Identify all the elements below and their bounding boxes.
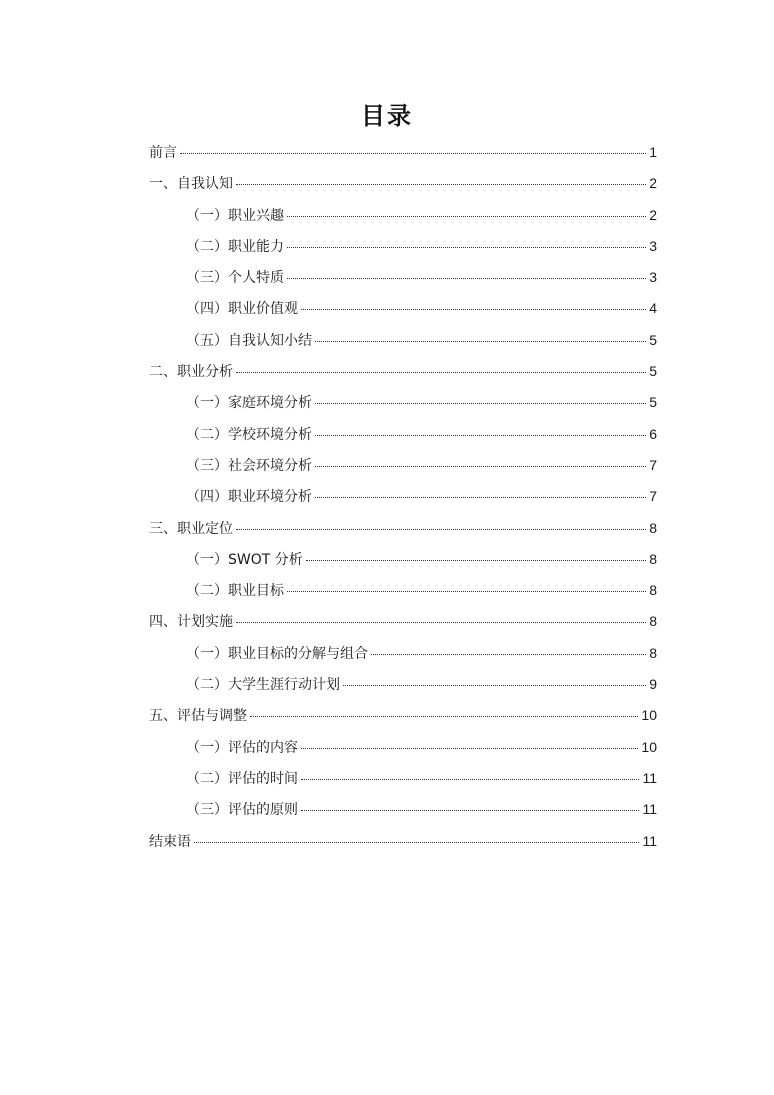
toc-page-number: 5 [649,331,657,348]
toc-entry[interactable] [149,766,657,797]
toc-entry-label: （二）职业能力 [186,238,284,255]
toc-page-number: 9 [649,676,657,693]
toc-page-number: 5 [649,394,657,411]
toc-page-number: 8 [649,644,657,661]
dot-leader [287,264,646,279]
toc-page-number: 5 [649,363,657,380]
toc-page-number: 8 [649,550,657,567]
dot-leader [301,765,639,780]
toc-entry-label: 结束语 [149,833,191,850]
dot-leader [236,358,646,373]
dot-leader [371,640,646,655]
dot-leader [315,452,646,467]
toc-entry[interactable] [149,829,657,860]
toc-page-number: 8 [649,519,657,536]
dot-leader [194,828,639,843]
toc-entry-label: （四）职业价值观 [186,301,298,318]
toc-entry-label: 二、职业分析 [149,364,233,381]
toc-entry[interactable] [149,328,657,359]
toc-entry[interactable] [149,609,657,640]
dot-leader [236,608,646,623]
toc-page-number: 10 [641,738,657,755]
toc-entry[interactable] [149,672,657,703]
toc-entry-label: 前言 [149,145,177,161]
dot-leader [306,546,646,561]
toc-page-number: 11 [642,769,657,786]
toc-page-number: 2 [649,175,657,192]
toc-entry[interactable] [149,703,657,734]
toc-entry[interactable] [149,516,657,547]
toc-entry-label: （三）个人特质 [186,270,284,287]
toc-page-number: 3 [649,237,657,254]
toc-page-number: 4 [649,300,657,317]
dot-leader [236,515,646,530]
toc-page-number: 8 [649,613,657,630]
toc-entry-label: 四、计划实施 [149,614,233,631]
toc-page-number: 8 [649,582,657,599]
toc-entry[interactable] [149,578,657,609]
toc-entry-label: （二）大学生涯行动计划 [186,677,340,694]
toc-entry-label: 三、职业定位 [149,520,233,537]
toc-entry[interactable] [149,547,657,578]
toc-page-number: 7 [649,456,657,473]
toc-entry[interactable] [149,171,657,202]
dot-leader [315,327,646,342]
toc-page-number: 7 [649,488,657,505]
toc-entry[interactable] [149,735,657,766]
toc-entry-label: （五）自我认知小结 [186,332,312,349]
toc-entry-label: （四）职业环境分析 [186,489,312,506]
dot-leader [301,734,638,749]
toc-entry[interactable] [149,453,657,484]
page-title: 目录 [361,102,413,130]
toc-page-number: 10 [641,707,657,724]
toc-entry[interactable] [149,484,657,515]
toc-entry[interactable] [149,797,657,828]
toc-page-number: 6 [649,425,657,442]
toc-entry-label: （三）评估的原则 [186,802,298,819]
toc-page-number: 11 [642,801,657,818]
toc-page-number: 11 [642,832,657,849]
dot-leader [287,233,646,248]
table-of-contents [149,140,657,860]
toc-entry-label: （二）职业目标 [186,583,284,600]
toc-entry-label: （一）家庭环境分析 [186,395,312,412]
dot-leader [287,202,646,217]
toc-entry[interactable] [149,641,657,672]
toc-entry[interactable] [149,422,657,453]
toc-entry-label: （三）社会环境分析 [186,457,312,474]
toc-entry[interactable] [149,265,657,296]
dot-leader [236,170,646,185]
toc-entry-label: 五、评估与调整 [149,708,247,725]
toc-entry-label: （一）职业兴趣 [186,207,284,224]
toc-entry[interactable] [149,140,657,171]
dot-leader [315,421,646,436]
toc-entry-label: （一）SWOT 分析 [186,551,303,568]
toc-page-number: 1 [649,144,657,160]
toc-entry-label: （二）学校环境分析 [186,426,312,443]
dot-leader [287,577,646,592]
toc-entry[interactable] [149,390,657,421]
dot-leader [343,671,646,686]
dot-leader [180,139,646,154]
toc-entry-label: （二）评估的时间 [186,770,298,787]
toc-entry-label: （一）评估的内容 [186,739,298,756]
dot-leader [315,483,646,498]
toc-entry[interactable] [149,359,657,390]
toc-entry[interactable] [149,296,657,327]
toc-entry[interactable] [149,203,657,234]
toc-entry[interactable] [149,234,657,265]
dot-leader [315,389,646,404]
toc-page-number: 2 [649,206,657,223]
dot-leader [301,796,639,811]
toc-entry-label: 一、自我认知 [149,176,233,193]
toc-entry-label: （一）职业目标的分解与组合 [186,645,368,662]
toc-page-number: 3 [649,269,657,286]
dot-leader [250,702,638,717]
dot-leader [301,295,646,310]
